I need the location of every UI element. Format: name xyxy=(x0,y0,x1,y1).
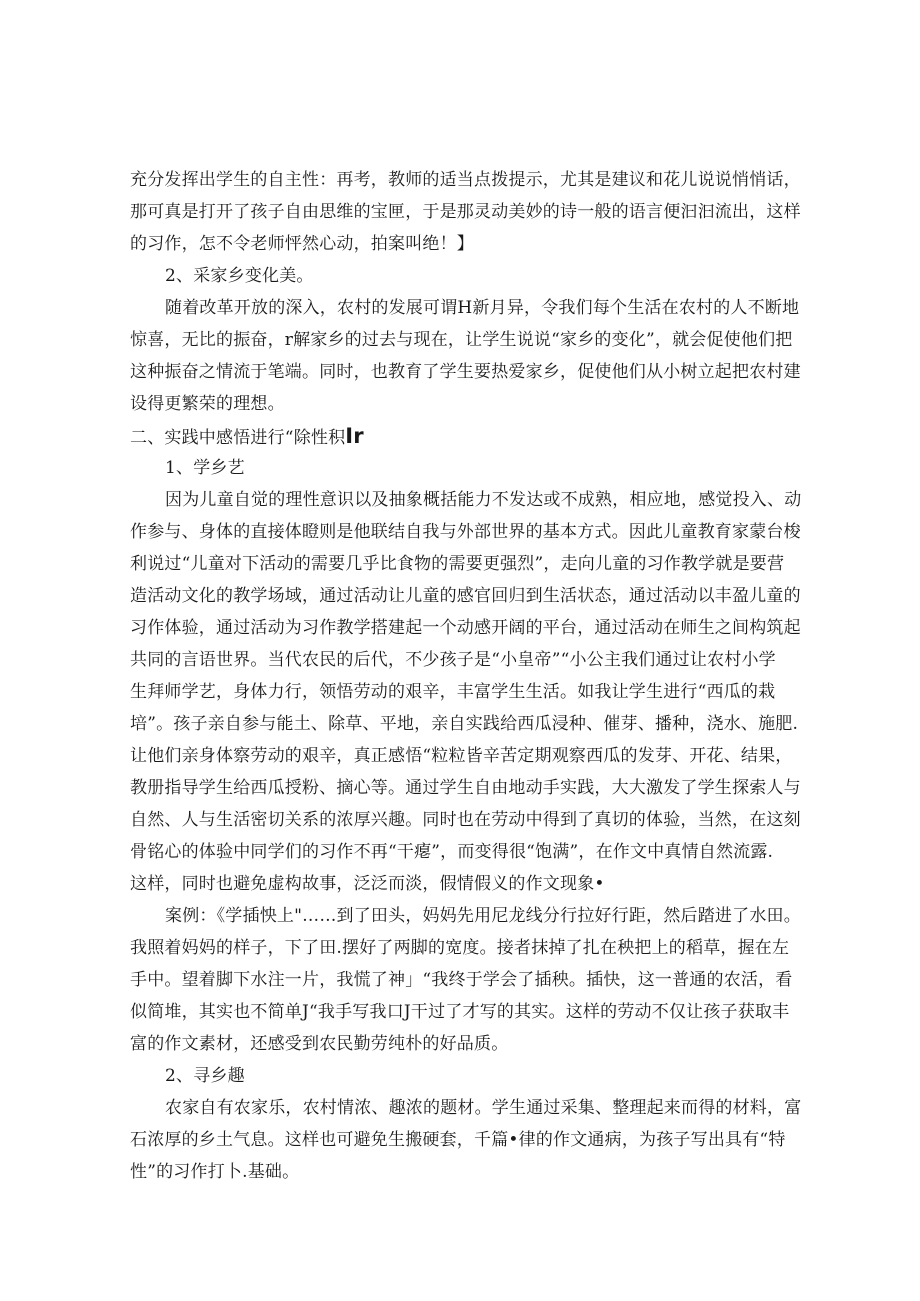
text-line: 我照着妈妈的样子，下了田.摆好了两脚的宽度。接者抹掉了扎在秧把上的稻草，握在左 xyxy=(130,938,790,958)
text-line: 作参与、身体的直接体瞪则是他联结自我与外部世界的基本方式。因此儿童教育家蒙台梭 xyxy=(130,522,801,542)
text-line: 惊喜，无比的振奋，r解家乡的过去与现在，让学生说说“家乡的变化”，就会促使他们把 xyxy=(130,330,793,350)
text-line: 这样，同时也避免虚构故事，泛泛而淡，假情假义的作文现象• xyxy=(130,874,605,894)
text-line: 富的作文素材，还感受到农民勤劳纯朴的好品质。 xyxy=(130,1034,509,1054)
text-line: 因为儿童自觉的理性意识以及抽象概括能力不发达或不成熟，相应地，感觉投入、动 xyxy=(165,490,802,510)
heading-text: 二、实践中感悟进行“除性积 xyxy=(130,428,346,448)
text-line: 这种振奋之情流于笔端。同时，也教育了学生要热爱家乡，促使他们从小树立起把农村建 xyxy=(130,362,801,382)
text-line: 自然、人与生活密切关系的浓厚兴趣。同时也在劳动中得到了真切的体验，当然，在这刻 xyxy=(130,810,801,830)
text-line: 骨铭心的体验中同学们的习作不再“干瘪”，而变得很“饱满”，在作文中真情自然流露. xyxy=(130,842,774,862)
section-heading: 2、采家乡变化美。 xyxy=(165,266,314,286)
text-line: 教册指导学生给西瓜授粉、摘心等。通过学生自由地动手实践，大大激发了学生探索人与 xyxy=(130,778,801,798)
text-line: 利说过“儿童对下活动的需要几乎比食物的需要更强烈”，走向儿童的习作教学就是要营 xyxy=(130,554,785,574)
text-line: 手中。望着脚下水注一片，我慌了神」“我终于学会了插秧。插快，这一普通的农活，看 xyxy=(130,970,793,990)
text-line: 让他们亲身体察劳动的艰辛，真正感悟“粒粒皆辛苦定期观察西瓜的发芽、开花、结果， xyxy=(130,746,793,766)
text-line: 生拜师学艺，身体力行，领悟劳动的艰辛，丰富学生生活。如我让学生进行“西瓜的栽 xyxy=(130,682,776,702)
text-line: 随着改革开放的深入，农村的发展可谓H新月异，令我们每个生活在农村的人不断地 xyxy=(165,298,800,318)
text-line: 习作体验，通过活动为习作教学搭建起一个动感开阔的平台，通过活动在师生之间构筑起 xyxy=(130,618,801,638)
section-heading xyxy=(130,421,364,451)
text-line: 石浓厚的乡土气息。这样也可避免生搬硬套，千篇•律的作文通病，为孩子写出具有“特 xyxy=(130,1130,786,1150)
text-line: 农家自有农家乐，农村情浓、趣浓的题材。学生通过采集、整理起来而得的材料，富 xyxy=(165,1098,802,1118)
heading-artifact: Ir xyxy=(345,424,364,448)
text-line: 似简堆，其实也不简单J“我手写我口J干过了才写的其实。这样的劳动不仅让孩子获取丰 xyxy=(130,1002,790,1022)
text-line: 案例：《学插怏上"……到了田头，妈妈先用尼龙线分行拉好行距，然后踏进了水田。 xyxy=(165,906,801,926)
text-line: 性”的习作打卜.基础。 xyxy=(130,1162,300,1182)
section-heading: 1、学乡艺 xyxy=(165,458,245,478)
text-line: 那可真是打开了孩子自由思维的宝匣，于是那灵动美妙的诗一般的语言便汩汩流出，这样 xyxy=(130,202,801,222)
text-line: 设得更繁荣的理想。 xyxy=(130,394,285,414)
text-line: 共同的言语世界。当代农民的后代，不少孩子是“小皇帝”“小公主我们通过让农村小学 xyxy=(130,650,776,670)
text-line: 造活动文化的教学场域，通过活动让儿童的感官回归到生活状态，通过活动以丰盈儿童的 xyxy=(130,586,801,606)
text-line: 充分发挥出学生的自主性：再考，教师的适当点拨提示，尤其是建议和花儿说说悄悄话， xyxy=(130,170,801,190)
section-heading: 2、寻乡趣 xyxy=(165,1066,245,1086)
text-line: 培”。孩子亲自参与能土、除草、平地，亲自实践给西瓜浸种、催芽、播种，浇水、施肥. xyxy=(130,714,799,734)
text-line: 的习作，怎不令老师怦然心动，拍案叫绝！】 xyxy=(130,234,474,254)
